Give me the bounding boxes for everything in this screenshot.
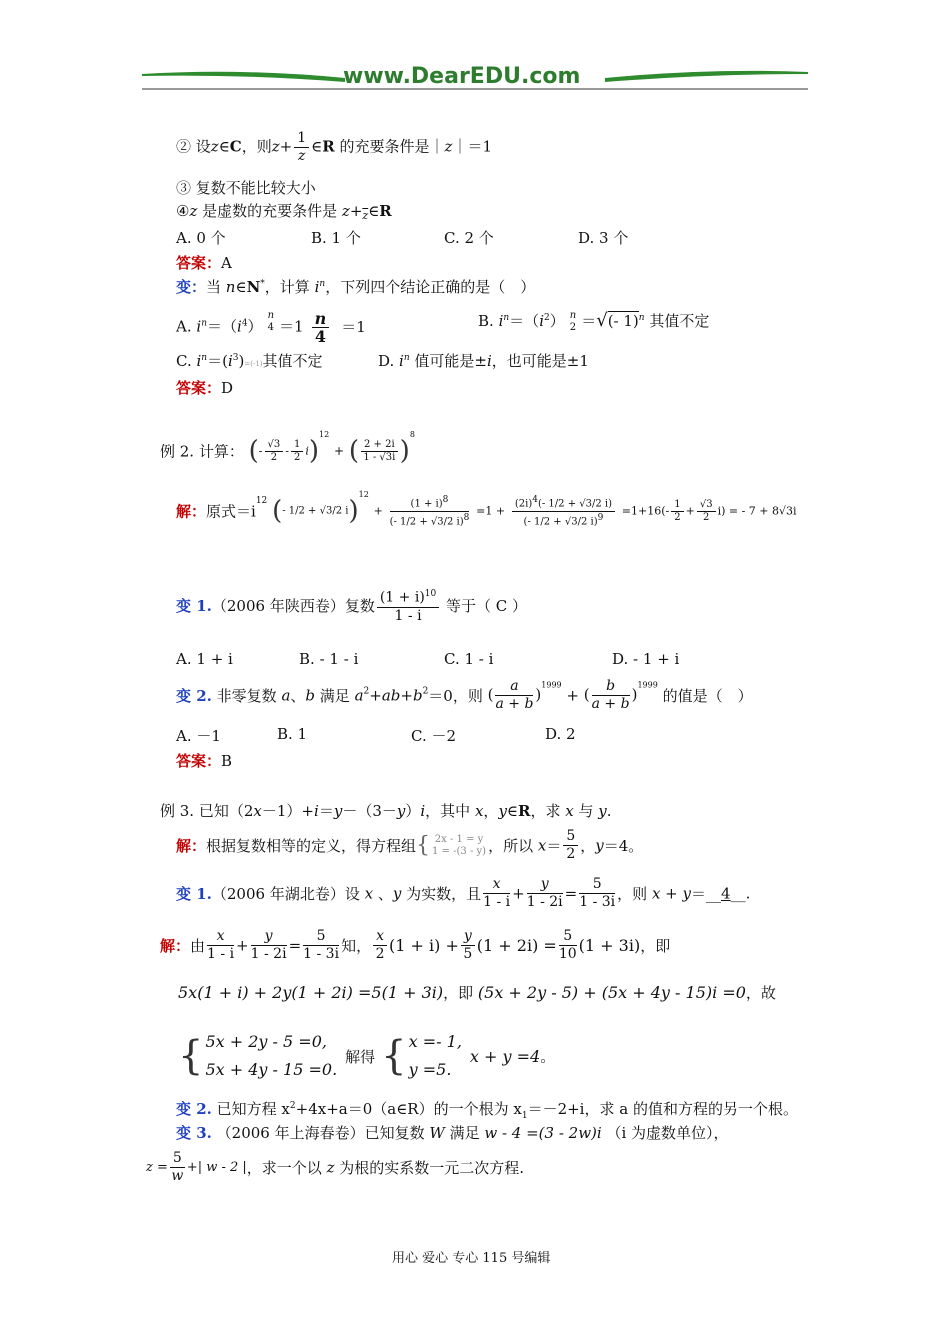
- v1-option-b: B. - 1 - i: [299, 650, 359, 668]
- solution-4-line2: 5x(1 + i) + 2y(1 + 2i) =5(1 + 3i)，即 (5x + 2y - 5) + (5x + 4y - 15)i =0，故: [178, 983, 776, 1002]
- solution-3: 解：根据复数相等的定义，得方程组{ 2x - 1 = y 1 = -(3 - y) ，所以 x＝ $\frac{5}{2}$ ，y＝4。: [176, 828, 644, 862]
- answer-3: 答案：B: [176, 752, 233, 770]
- solution-2: 解：原式$=i^{12}$ (- 1/2 + √3/2 i)$^{12}$ + $\frac{(1 + i)^8}{(- 1/2 + √3/2 i)^8}$ =1 + $\frac{(2i)^4(- 1/2 + √3/2 i)}{(- 1/2 + √3/2 i)^9}$ =1+16(- $\frac{1}{2}$ + $\frac{√3}{2}$ i) = - 7 + 8√3i: [176, 490, 797, 527]
- logo-text: www.DearEDU.com: [343, 64, 581, 89]
- example-3: 例 3. 已知（2x－1）+i＝y－（3－y）i，其中 x，y∈R，求 x 与 y.: [160, 802, 612, 820]
- answer-1: 答案：A: [176, 254, 232, 272]
- right-swoosh: [605, 71, 808, 82]
- option-c: C. 2 个: [444, 229, 494, 247]
- example-2: 例 2. 计算： (- $\frac{√3}{2}$ - $\frac{1}{2}$ i)$^{12}$ + ( $\frac{2 + 2i}{1 - √3i}$ )$^8$: [160, 430, 415, 466]
- variant-option-c: C. $i^n=(i^3)=(-1)$其值不定: [176, 352, 323, 370]
- item-4: ④z 是虚数的充要条件是 $z+_{\overline{z}}\in R$: [176, 202, 392, 222]
- v2-option-a: A. －1: [176, 727, 221, 745]
- item-2: ② 设z∈C，则z+ $\frac{1}{z}$ ∈R 的充要条件是｜z｜＝1: [176, 130, 492, 164]
- left-swoosh: [142, 72, 345, 82]
- variant-option-d: D. $i^n$ 值可能是±i，也可能是±1: [378, 352, 589, 370]
- option-d: D. 3 个: [578, 229, 629, 247]
- variant-3: 变 3. （2006 年上海春卷）已知复数 W 满足 w - 4 =(3 - 2w)i （i 为虚数单位），: [176, 1124, 729, 1142]
- v1-option-d: D. - 1 + i: [612, 650, 680, 668]
- variant-question: 变：当 n∈N*，计算 $i^n$，下列四个结论正确的是（ ）: [176, 278, 536, 296]
- solution-4-line1: 解：由 $\frac{x}{1 - i}$ + $\frac{y}{1 - 2i}$ = $\frac{5}{1 - 3i}$ 知， $\frac{x}{2}$ (1 + i) + $\frac{y}{5}$ (1 + 2i) = $\frac{5}{10}$ (1 + 3i)，即: [160, 928, 671, 962]
- variant-3-line2: z = $\frac{5}{w}$ +| w - 2 |，求一个以 z 为根的实系数一元二次方程.: [146, 1150, 525, 1184]
- v2-option-d: D. 2: [545, 725, 576, 743]
- variant-option-a: A. $i^n=(i^4)$ n 4 ＝1 $\frac{n}{4}$ ＝1: [176, 309, 366, 346]
- variant-1-shaanxi: 变 1.（2006 年陕西卷）复数 $\frac{(1 + i)^{10}}{1 - i}$ 等于（ C ）: [176, 586, 527, 625]
- v1-option-a: A. 1 + i: [176, 650, 233, 668]
- variant-2: 变 2. 非零复数 a、b 满足 $a^2+ab+b^2=0$，则 ( $\frac{a}{a + b}$ )$^{1999}$ + ( $\frac{b}{a + b}$ )$^{1999}$ 的值是（ ）: [176, 678, 753, 712]
- option-a: A. 0 个: [176, 229, 226, 247]
- v2-option-c: C. －2: [411, 727, 457, 745]
- solution-4-system: { 5x + 2y - 5 =0, 5x + 4y - 15 =0. 解得 { x =- 1, y =5. x + y =4。: [178, 1032, 556, 1079]
- footer-text: 用心 爱心 专心 115 号编辑: [392, 1251, 551, 1266]
- v1-option-c: C. 1 - i: [444, 650, 494, 668]
- answer-2: 答案：D: [176, 379, 234, 397]
- fraction: $\frac{1}{z}$: [294, 130, 309, 165]
- variant-option-b: B. $i^n=(i^2)$ n 2 ＝√(- 1)$^n$ 其值不定: [478, 310, 710, 333]
- v2-option-b: B. 1: [277, 725, 308, 743]
- option-b: B. 1 个: [311, 229, 361, 247]
- variant-2-equation: 变 2. 已知方程 $x^2+4x+a=0(a\in R)$的一个根为 $x_1=-2+i$，求 a 的值和方程的另一个根。: [176, 1100, 798, 1121]
- variant-1-hubei: 变 1.（2006 年湖北卷）设 x 、y 为实数，且 $\frac{x}{1 - i}$ + $\frac{y}{1 - 2i}$ = $\frac{5}{1 - 3i}$ ，则 x + y＝__4__.: [176, 876, 751, 910]
- item-3: ③ 复数不能比较大小: [176, 179, 316, 197]
